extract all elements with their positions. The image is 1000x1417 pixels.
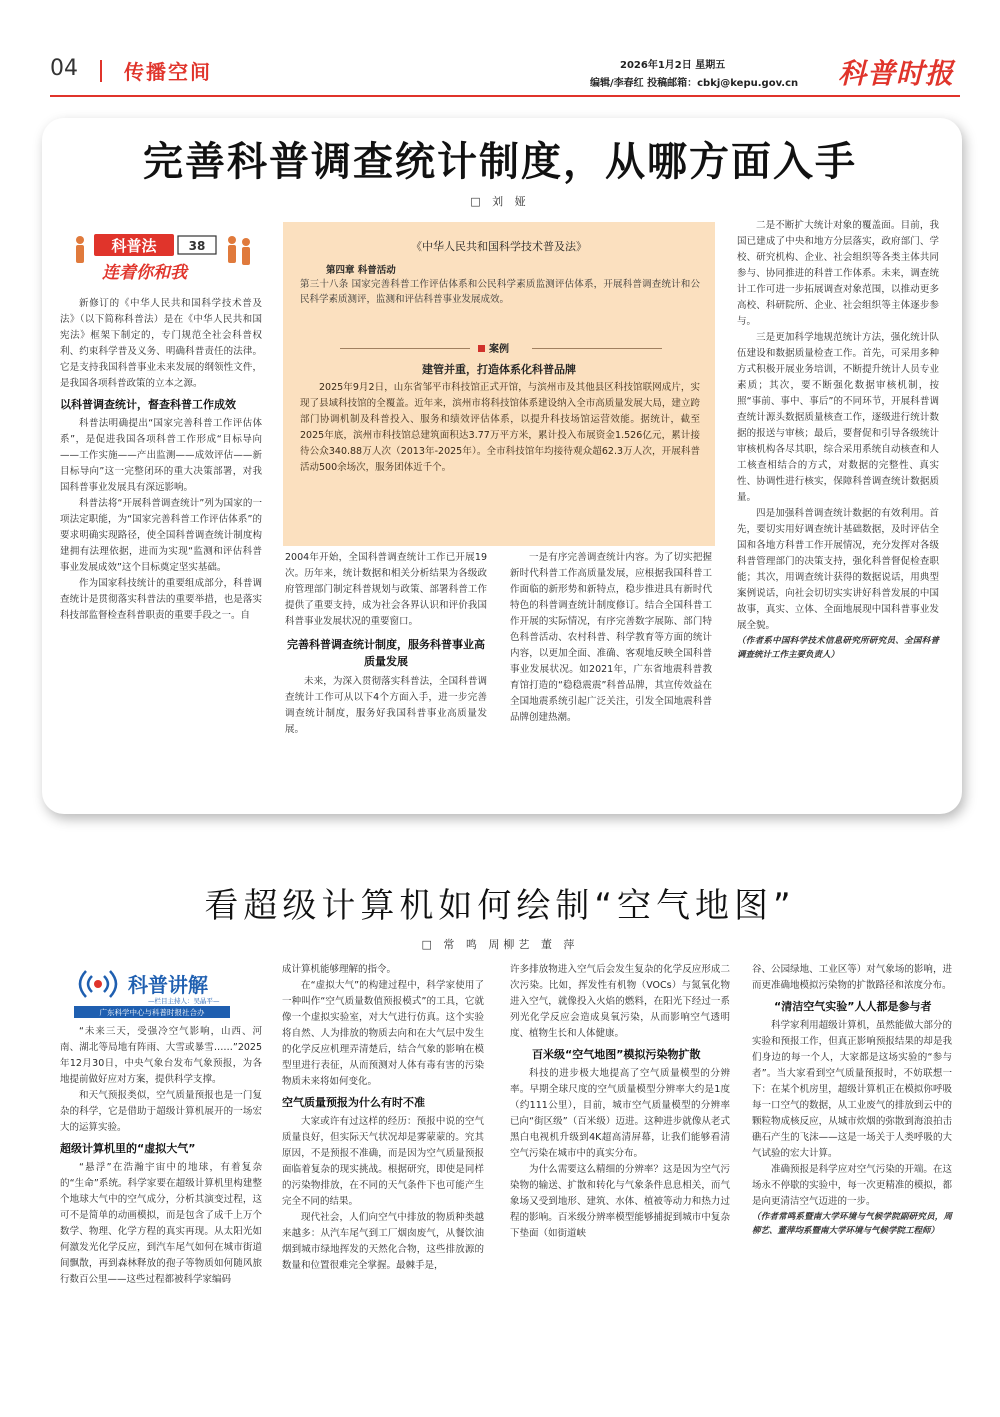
column-badge xyxy=(70,962,270,1020)
paragraph: “未来三天，受强冷空气影响，山西、河南、湖北等局地有阵雨、大雪或暴雪……”2025年12月30日，中央气象台发布气象预报，为各地提前做好应对方案，提供科学支撑。 xyxy=(60,1026,262,1085)
article-title: 看超级计算机如何绘制“空气地图” xyxy=(204,886,796,926)
header-separator xyxy=(100,60,102,82)
paragraph: 大家或许有过这样的经历：预报中说的空气质量良好，但实际天气状况却是雾蒙蒙的。究其原因，不是预报不准确，而是因为空气质量预报面临着复杂的现实挑战。根据研究，即使是同样的污染物排放，在不同的天气条件下也可能产生完全不同的结果。 xyxy=(282,1116,484,1207)
case-title: 建管并重，打造体系化科普品牌 xyxy=(422,363,576,376)
article-column xyxy=(737,218,939,662)
subheading: 完善科普调查统计制度，服务科普事业高质量发展 xyxy=(287,638,485,668)
section-name: 传播空间 xyxy=(124,60,212,84)
law-title: 《中华人民共和国科学技术普及法》 xyxy=(411,240,587,253)
paragraph: 在“虚拟大气”的构建过程中，科学家使用了一种叫作“空气质量数值预报模式”的工具，它就像一个虚拟实验室，对大气进行仿真。这个实验将自然、人为排放的物质去向和在大气层中发生的化学反应机理弄清楚后，结合气象的影响在模型里进行表征，从而预测对人体有毒有害的污染物质未来将如何变化。 xyxy=(282,980,484,1087)
paragraph: “悬浮”在浩瀚宇宙中的地球，有着复杂的“生命”系统。科学家要在超级计算机里构建整个地球大气中的空气成分，分析其演变过程，这可不是简单的动画模拟，而是包含了成千上万个数学、物理、化学方程的真实再现。从太阳光如何激发光化学反应，到汽车尾气如何在城市街道间飘散，再到森林释放的孢子等物质如何随风旅行数百公里——这些过程都被科学家编码 xyxy=(60,1162,262,1285)
paragraph: 四是加强科普调查统计数据的有效利用。首先，要切实用好调查统计基础数据，及时评估全国和各地方科普工作开展情况，充分发挥对各级科普管理部门的决策支持，强化科普督促检查职能；其次，用调查统计获得的数据说话，用典型案例说话，向社会切切实实讲好科普发展的中国故事，真实、立体、全面地展现中国科普事业发展全貌。 xyxy=(737,508,939,631)
author-bio: （作者常鸣系暨南大学环境与气候学院副研究员，周柳艺、董萍均系暨南大学环境与气候学院工程师） xyxy=(752,1212,952,1236)
dot-icon xyxy=(94,980,102,988)
paragraph: 成计算机能够理解的指令。 xyxy=(282,964,397,975)
header-rule xyxy=(50,95,960,97)
subheading: 超级计算机里的“虚拟大气” xyxy=(60,1142,196,1155)
badge-law-name: 科普法 xyxy=(111,237,157,255)
paragraph: 科普法将“开展科普调查统计”列为国家的一项法定职能，为“国家完善科普工作评估体系”的要求明确实现路径，使全国科普调查统计制度构建拥有法理依据，进而为实现“监测和评估科普事业发展成效”这个目标奠定坚实基础。 xyxy=(60,498,262,573)
badge-host: —栏目主持人：吴晶平— xyxy=(148,997,220,1005)
paragraph: 科普法明确提出“国家完善科普工作评估体系”，是促进我国各项科普工作形成“目标导向——工作实施——产出监测——成效评估——新目标导向”这一完整闭环的重大决策部署，对我国科普事业发展具有深远影响。 xyxy=(60,418,262,493)
column-badge xyxy=(70,228,270,286)
badge-slogan: 连着你和我 xyxy=(102,263,187,283)
author-bio: （作者系中国科学技术信息研究所研究员、全国科普调查统计工作主要负责人） xyxy=(737,636,939,660)
paragraph: 作为国家科技统计的重要组成部分，科普调查统计是贯彻落实科普法的重要举措，也是落实科技部监督检查科普职责的重要手段之一。自 xyxy=(60,578,262,621)
article-column xyxy=(60,296,262,624)
subheading: 以科普调查统计，督查科普工作成效 xyxy=(60,398,236,411)
article-author: □ 刘 娅 xyxy=(470,195,530,208)
paragraph: 三是更加科学地规范统计方法，强化统计队伍建设和数据质量检查工作。首先，可采用多种方式积极开展业务培训，不断提升统计人员专业素质；其次，要不断强化数据审核机制，按照“事前、事中、事后”的不同环节，开展科普调查统计源头数据质量核查工作，逐级进行统计数据的报送与审核；最后，要督促和引导各级统计审核机构各尽其职，综合采用系统自动核查和人工核查相结合的方式，对数据的完整性、真实性、协调性进行核实，保障科普调查统计数据质量。 xyxy=(737,332,939,503)
page-number: 04 xyxy=(50,56,78,81)
paragraph: 新修订的《中华人民共和国科学技术普及法》（以下简称科普法）是在《中华人民共和国宪法》框架下制定的，专门规范全社会科普权利、约束科学普及义务、明确科普责任的法律。它是支持我国科普事业未来发展的纲领性文件，是我国各项科普政策的立本之源。 xyxy=(60,298,262,389)
law-article-text: 第三十八条 国家完善科普工作评估体系和公民科学素质监测评估体系，开展科普调查统计和公民科学素质测评，监测和评估科普事业发展成效。 xyxy=(300,279,700,305)
badge-number: 38 xyxy=(188,239,206,253)
editor-email: 编辑/李春红 投稿邮箱：cbkj@kepu.gov.cn xyxy=(590,78,799,89)
subheading: “清洁空气实验”人人都是参与者 xyxy=(774,1000,932,1013)
law-chapter: 第四章 科普活动 xyxy=(326,265,396,276)
badge-name: 科普讲解 xyxy=(128,973,208,997)
paragraph: 和天气预报类似，空气质量预报也是一门复杂的科学，它是借助于超级计算机展开的一场宏大的运算实验。 xyxy=(60,1090,262,1133)
divider xyxy=(340,348,470,349)
paragraph: 为什么需要这么精细的分辨率？这是因为空气污染物的输送、扩散和转化与气象条件息息相关，而气象场又受到地形、建筑、水体、植被等动力和热力过程的影响。百米级分辨率模型能够捕捉到城市中复杂下垫面（如街道峡 xyxy=(510,1164,730,1239)
paragraph: 科技的进步极大地提高了空气质量模型的分辨率。早期全球尺度的空气质量模型分辨率大约是1度（约111公里），目前，城市空气质量模型的分辨率已向“街区级”（百米级）迈进。这种进步就像从老式黑白电视机升级到4K超高清屏幕，让我们能够看清空气污染在城市中的真实分布。 xyxy=(510,1068,730,1159)
article-column xyxy=(510,550,712,726)
paragraph: 谷、公园绿地、工业区等）对气象场的影响，进而更准确地模拟污染物的扩散路径和浓度分布。 xyxy=(752,964,952,991)
paragraph: 2004年开始，全国科普调查统计工作已开展19次。历年来，统计数据和相关分析结果为各级政府管理部门制定科普规划与政策、部署科普工作提供了重要支持，成为社会各界认识和评价我国科普事业发展状况的重要窗口。 xyxy=(285,552,487,627)
paragraph: 许多排放物进入空气后会发生复杂的化学反应形成二次污染。比如，挥发性有机物（VOCs）与氮氧化物进入空气，就像投入火焰的燃料，在阳光下经过一系列光化学反应会造成臭氧污染，从而影响空气透明度、植物生长和人体健康。 xyxy=(510,964,730,1039)
article-column xyxy=(752,962,952,1238)
masthead-logo: 科普时报 xyxy=(838,57,955,90)
case-body xyxy=(300,380,700,476)
subheading: 空气质量预报为什么有时不准 xyxy=(282,1096,425,1109)
article-column xyxy=(285,550,487,738)
paragraph: 现代社会，人们向空气中排放的物质种类越来越多：从汽车尾气到工厂烟囱废气，从餐饮油烟到城市绿地挥发的天然化合物，这些排放源的数量和位置很难完全掌握。最棘手是， xyxy=(282,1212,484,1271)
paragraph: 未来，为深入贯彻落实科普法，全国科普调查统计工作可从以下4个方面入手，进一步完善调查统计制度，服务好我国科普事业高质量发展。 xyxy=(285,676,487,735)
paragraph: 科学家利用超级计算机，虽然能做大部分的实验和预报工作，但真正影响预报结果的却是我们身边的每一个人，大家都是这场实验的“参与者”。当大家看到空气质量预报时，不妨联想一下：在某个机房里，超级计算机正在模拟你呼吸每一口空气的数据，从工业废气的排放到云中的颗粒物成核反应，从城市炊烟的弥散到海浪拍击礁石产生的飞沫——这是一场关于人类呼吸的大气试验的宏大计算。 xyxy=(752,1020,952,1159)
article-title: 完善科普调查统计制度，从哪方面入手 xyxy=(143,139,857,185)
paragraph: 二是不断扩大统计对象的覆盖面。目前，我国已建成了中央和地方分层落实，政府部门、学校、研究机构、企业、社会组织等各类主体共同参与、协同推进的科普工作体系。未来，调查统计工作可进一步拓展调查对象范围，以推动更多高校、科研院所、企业、社会组织等主体逐步参与。 xyxy=(737,220,939,327)
article-column xyxy=(282,962,484,1274)
subheading: 百米级“空气地图”模拟污染物扩散 xyxy=(532,1048,701,1061)
paragraph: 准确预报是科学应对空气污染的开端。在这场永不停歇的实验中，每一次更精准的模拟，都是向更清洁空气迈进的一步。 xyxy=(752,1164,952,1207)
article-author: □ 常 鸣 周柳艺 董 萍 xyxy=(421,938,579,951)
paragraph: 一是有序完善调查统计内容。为了切实把握新时代科普工作高质量发展，应根据我国科普工作面临的新形势和新特点，稳步推进具有新时代特色的科普调查统计制度修订。结合全国科普工作开展的实际情况，有序完善数字展陈、部门特色科普活动、农村科普、科学教育等方面的统计内容，以更加全面、准确、客观地反映全国科普事业发展状况。如2021年，广东省地震科普教育馆打造的“稳稳震震”科普品牌，其宣传效益在全国地震系统引起广泛关注，引发全国地震科普品牌创建热潮。 xyxy=(510,552,712,723)
badge-org: 广东科学中心与科普时报社合办 xyxy=(99,1008,205,1017)
article-column xyxy=(60,1024,262,1288)
article-column xyxy=(510,962,730,1242)
issue-date: 2026年1月2日 星期五 xyxy=(620,60,726,71)
divider xyxy=(532,348,662,349)
case-label: 案例 xyxy=(478,340,509,355)
paragraph: 2025年9月2日，山东省邹平市科技馆正式开馆，与滨州市及其他县区科技馆联网成片，实现了县域科技馆的全覆盖。近年来，滨州市将科技馆体系建设纳入全市高质量发展大局，建立跨部门协调机制及科普投入、服务和绩效评估体系，以提升科技场馆运营效能。据统计，截至2025年底，滨州市科技馆总建筑面积达3.77万平方米，累计投入布展资金1.526亿元，累计接待公众340.88万人次（2013年-2025年）。全市科技馆年均接待观众超62.3万人次，开展科普活动500余场次，服务团体近千个。 xyxy=(300,382,700,473)
